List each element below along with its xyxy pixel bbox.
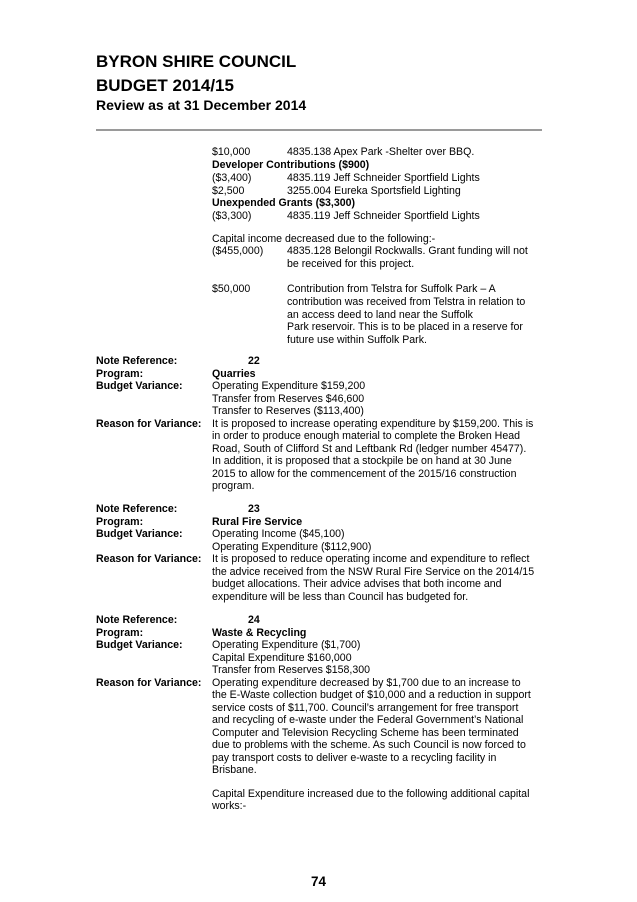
reason-line: Computer and Television Recycling Scheme has been terminated [212,727,519,739]
item-description: 4835.119 Jeff Schneider Sportfield Lights [287,210,480,222]
reason-line: expenditure will be less than Council has budgeted for. [212,591,469,603]
paragraph-line: Capital Expenditure increased due to the following additional capital [212,788,530,800]
reason-line: and recycling of e-waste under the Federal Government’s National [212,714,524,726]
amount: $10,000 [212,146,251,158]
item-description: Park reservoir. This is to be placed in a reserve for [287,321,523,333]
reason-line: Brisbane. [212,764,257,776]
reason-label: Reason for Variance: [96,418,202,430]
header-divider [96,129,542,131]
program-label: Program: [96,516,144,528]
item-description: 4835.119 Jeff Schneider Sportfield Lights [287,172,480,184]
reason-line: 2015 to allow for the commencement of the 2015/16 construction [212,468,517,480]
note-number: 23 [248,503,260,515]
amount: ($455,000) [212,245,264,257]
variance-line: Transfer to Reserves ($113,400) [212,405,364,417]
item-description: an access deed to land near the Suffolk [287,309,473,321]
reason-line: the advice received from the NSW Rural Fire Service on the 2014/15 [212,566,535,578]
amount: $2,500 [212,185,245,197]
budget-title: BUDGET 2014/15 [96,76,234,95]
program-name: Rural Fire Service [212,516,303,528]
program-label: Program: [96,627,144,639]
variance-line: Operating Income ($45,100) [212,528,345,540]
reason-line: Road, South of Clifford St and Leftbank Rd (ledger number 45477). [212,443,527,455]
reason-line: in order to produce enough material to complete the Broken Head [212,430,520,442]
note-number: 22 [248,355,260,367]
budget-variance-label: Budget Variance: [96,639,183,651]
reason-line: pay transport costs to deliver e-waste to a recycling facility in [212,752,497,764]
item-description: 4835.138 Apex Park -Shelter over BBQ. [287,146,475,158]
council-name: BYRON SHIRE COUNCIL [96,52,297,71]
section-heading: Unexpended Grants ($3,300) [212,197,356,209]
variance-line: Operating Expenditure ($1,700) [212,639,361,651]
item-description: 3255.004 Eureka Sportsfield Lighting [287,185,461,197]
section-heading: Developer Contributions ($900) [212,159,370,171]
reason-line: due to problems with the scheme. As such Council is now forced to [212,739,526,751]
item-description: 4835.128 Belongil Rockwalls. Grant funding will not [287,245,528,257]
note-reference-label: Note Reference: [96,503,178,515]
reason-line: It is proposed to increase operating expenditure by $159,200. This is [212,418,534,430]
note-reference-label: Note Reference: [96,355,178,367]
reason-line: program. [212,480,255,492]
amount: $50,000 [212,283,251,295]
variance-line: Transfer from Reserves $46,600 [212,393,365,405]
program-name: Quarries [212,368,256,380]
item-description: contribution was received from Telstra in relation to [287,296,526,308]
program-label: Program: [96,368,144,380]
reason-line: Operating expenditure decreased by $1,700 due to an increase to [212,677,521,689]
reason-label: Reason for Variance: [96,553,202,565]
paragraph-line: works:- [212,800,247,812]
reason-line: It is proposed to reduce operating income and expenditure to reflect [212,553,530,565]
item-description: be received for this project. [287,258,415,270]
reason-line: budget allocations. Their advice advises that both income and [212,578,502,590]
amount: ($3,300) [212,210,252,222]
reason-line: the E-Waste collection budget of $10,000 and a reduction in support [212,689,531,701]
item-description: Contribution from Telstra for Suffolk Park – A [287,283,496,295]
reason-line: In addition, it is proposed that a stockpile be on hand at 30 June [212,455,512,467]
variance-line: Operating Expenditure ($112,900) [212,541,372,553]
item-description: future use within Suffolk Park. [287,334,427,346]
variance-line: Transfer from Reserves $158,300 [212,664,370,676]
budget-variance-label: Budget Variance: [96,528,183,540]
amount: ($3,400) [212,172,252,184]
budget-variance-label: Budget Variance: [96,380,183,392]
variance-line: Operating Expenditure $159,200 [212,380,366,392]
reason-line: service costs of $11,700. Council’s arrangement for free transport [212,702,519,714]
paragraph-line: Capital income decreased due to the following:- [212,233,436,245]
variance-line: Capital Expenditure $160,000 [212,652,352,664]
note-number: 24 [248,614,260,626]
review-subtitle: Review as at 31 December 2014 [96,97,307,113]
program-name: Waste & Recycling [212,627,307,639]
note-reference-label: Note Reference: [96,614,178,626]
page-number: 74 [310,874,327,889]
reason-label: Reason for Variance: [96,677,202,689]
